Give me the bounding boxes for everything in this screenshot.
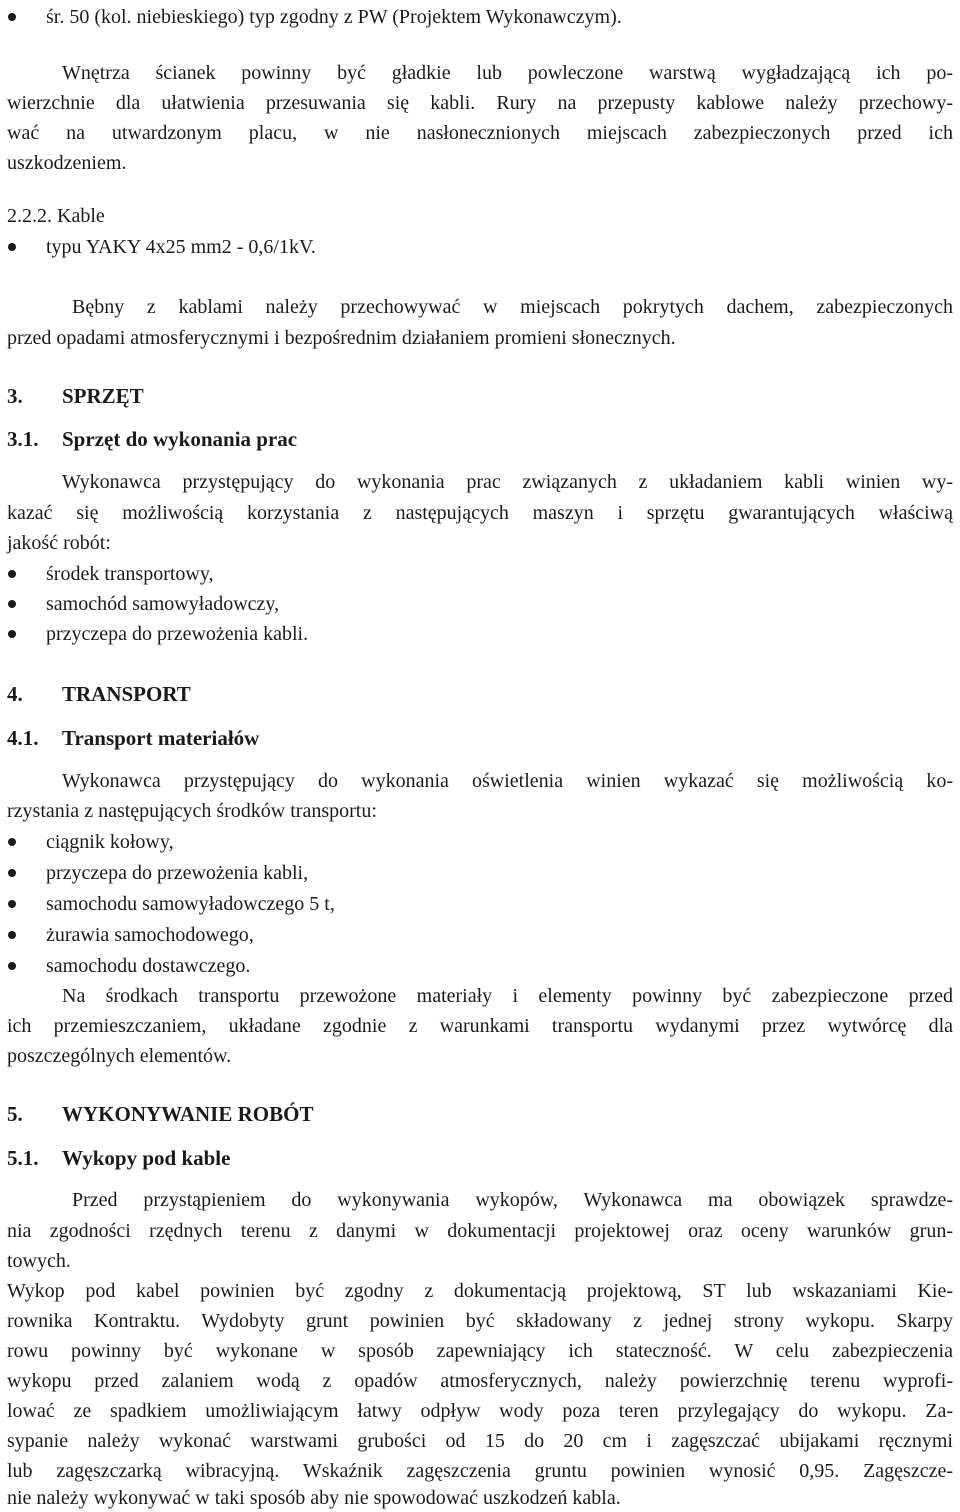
paragraph-line: ich przemieszczaniem, układane zgodnie z warunkami transportu wydanymi przez wytwórcę dla xyxy=(7,1015,953,1037)
paragraph-line: rownika Kontraktu. Wydobyty grunt powinien być składowany z jednej strony wykopu. Skarpy xyxy=(7,1310,953,1332)
list-item-text: ciągnik kołowy, xyxy=(46,831,174,853)
paragraph-line: Na środkach transportu przewożone materiały i elementy powinny być zabezpieczone przed xyxy=(62,985,953,1007)
list-item-text: typu YAKY 4x25 mm2 - 0,6/1kV. xyxy=(46,236,316,258)
paragraph-line: lub zagęszczarką wibracyjną. Wskaźnik zagęszczenia gruntu powinien wynosić 0,95. Zagęszcze- xyxy=(7,1460,953,1482)
subsection-number: 4.1. xyxy=(7,726,39,750)
list-item xyxy=(46,890,953,918)
bullet-icon xyxy=(8,600,16,608)
paragraph-line: jakość robót: xyxy=(7,532,111,554)
bullet-icon xyxy=(8,570,16,578)
section-heading xyxy=(7,1100,953,1128)
paragraph-line: wierzchnie dla ułatwienia przesuwania się kabli. Rury na przepusty kablowe należy przechowy- xyxy=(7,92,953,114)
bullet-icon xyxy=(8,838,16,846)
section-heading xyxy=(7,382,953,410)
bullet-icon xyxy=(8,900,16,908)
list-item xyxy=(46,921,953,949)
section-number: 5. xyxy=(7,1102,23,1126)
paragraph-line: kazać się możliwością korzystania z następujących maszyn i sprzętu gwarantujących właściwą xyxy=(7,502,953,524)
paragraph-line: towych. xyxy=(7,1250,71,1272)
paragraph-line: Bębny z kablami należy przechowywać w miejscach pokrytych dachem, zabezpieczonych xyxy=(72,296,953,318)
list-item xyxy=(46,560,953,588)
list-item xyxy=(46,620,953,648)
paragraph-line: Przed przystąpieniem do wykonywania wykopów, Wykonawca ma obowiązek sprawdze- xyxy=(72,1189,953,1211)
list-item xyxy=(46,233,953,261)
list-item xyxy=(46,3,953,31)
section-heading xyxy=(7,680,953,708)
paragraph-line: przed opadami atmosferycznymi i bezpośrednim działaniem promieni słonecznych. xyxy=(7,327,676,349)
list-item-text: żurawia samochodowego, xyxy=(46,924,254,946)
bullet-icon xyxy=(8,962,16,970)
section-title: TRANSPORT xyxy=(62,682,191,706)
subsection-number: 5.1. xyxy=(7,1146,39,1170)
paragraph-line: poszczególnych elementów. xyxy=(7,1045,232,1067)
list-item xyxy=(46,590,953,618)
section-title: WYKONYWANIE ROBÓT xyxy=(62,1102,314,1126)
list-item-text: przyczepa do przewożenia kabli, xyxy=(46,862,309,884)
paragraph-line: rowu powinny być wykonane w sposób zapewniający ich stateczność. W celu zabezpieczenia xyxy=(7,1340,953,1362)
bullet-icon xyxy=(8,869,16,877)
list-item-text: samochód samowyładowczy, xyxy=(46,593,280,615)
list-item xyxy=(46,952,953,980)
subsection-title: Wykopy pod kable xyxy=(62,1146,231,1170)
paragraph-line: Wykonawca przystępujący do wykonania prac związanych z układaniem kabli winien wy- xyxy=(62,471,953,493)
subsection-title: Transport materiałów xyxy=(62,726,260,750)
paragraph-line: Wykonawca przystępujący do wykonania oświetlenia winien wykazać się możliwością ko- xyxy=(62,770,953,792)
paragraph-line: nie należy wykonywać w taki sposób aby nie spowodować uszkodzeń kabla. xyxy=(7,1487,621,1509)
paragraph-line: uszkodzeniem. xyxy=(7,152,127,174)
paragraph-line: Wnętrza ścianek powinny być gładkie lub powleczone warstwą wygładzającą ich po- xyxy=(62,62,953,84)
subsection-number: 3.1. xyxy=(7,427,39,451)
subsection-heading xyxy=(7,425,953,453)
list-item-text: samochodu dostawczego. xyxy=(46,955,251,977)
subsection-title: Sprzęt do wykonania prac xyxy=(62,427,298,451)
paragraph-line: rzystania z następujących środków transportu: xyxy=(7,800,377,822)
paragraph-line: wykopu przed zalaniem wodą z opadów atmosferycznych, należy powierzchnię terenu wyprofi- xyxy=(7,1370,953,1392)
subsection-heading xyxy=(7,724,953,752)
section-number: 4. xyxy=(7,682,23,706)
list-item xyxy=(46,859,953,887)
section-number: 3. xyxy=(7,384,23,408)
bullet-icon xyxy=(8,13,16,21)
paragraph-line: nia zgodności rzędnych terenu z danymi w dokumentacji projektowej oraz oceny warunków grun- xyxy=(7,1220,953,1242)
paragraph-line: Wykop pod kabel powinien być zgodny z dokumentacją projektową, ST lub wskazaniami Kie- xyxy=(7,1280,953,1302)
list-item xyxy=(46,828,953,856)
paragraph-line: wać na utwardzonym placu, w nie nasłonecznionych miejscach zabezpieczonych przed ich xyxy=(7,122,953,144)
paragraph-line: sypanie należy wykonać warstwami grubości od 15 do 20 cm i zagęszczać ubijakami ręcznymi xyxy=(7,1430,953,1452)
subsection-title: 2.2.2. Kable xyxy=(7,205,105,227)
section-title: SPRZĘT xyxy=(62,384,144,408)
bullet-icon xyxy=(8,243,16,251)
subsection-heading xyxy=(7,1144,953,1172)
bullet-icon xyxy=(8,630,16,638)
list-item-text: przyczepa do przewożenia kabli. xyxy=(46,623,309,645)
paragraph-line: lować ze spadkiem umożliwiającym łatwy odpływ wody poza teren przylegający do wykopu. Za- xyxy=(7,1400,953,1422)
list-item-text: samochodu samowyładowczego 5 t, xyxy=(46,893,335,915)
bullet-icon xyxy=(8,931,16,939)
list-item-text: środek transportowy, xyxy=(46,563,214,585)
list-item-text: śr. 50 (kol. niebieskiego) typ zgodny z PW (Projektem Wykonawczym). xyxy=(46,6,622,28)
